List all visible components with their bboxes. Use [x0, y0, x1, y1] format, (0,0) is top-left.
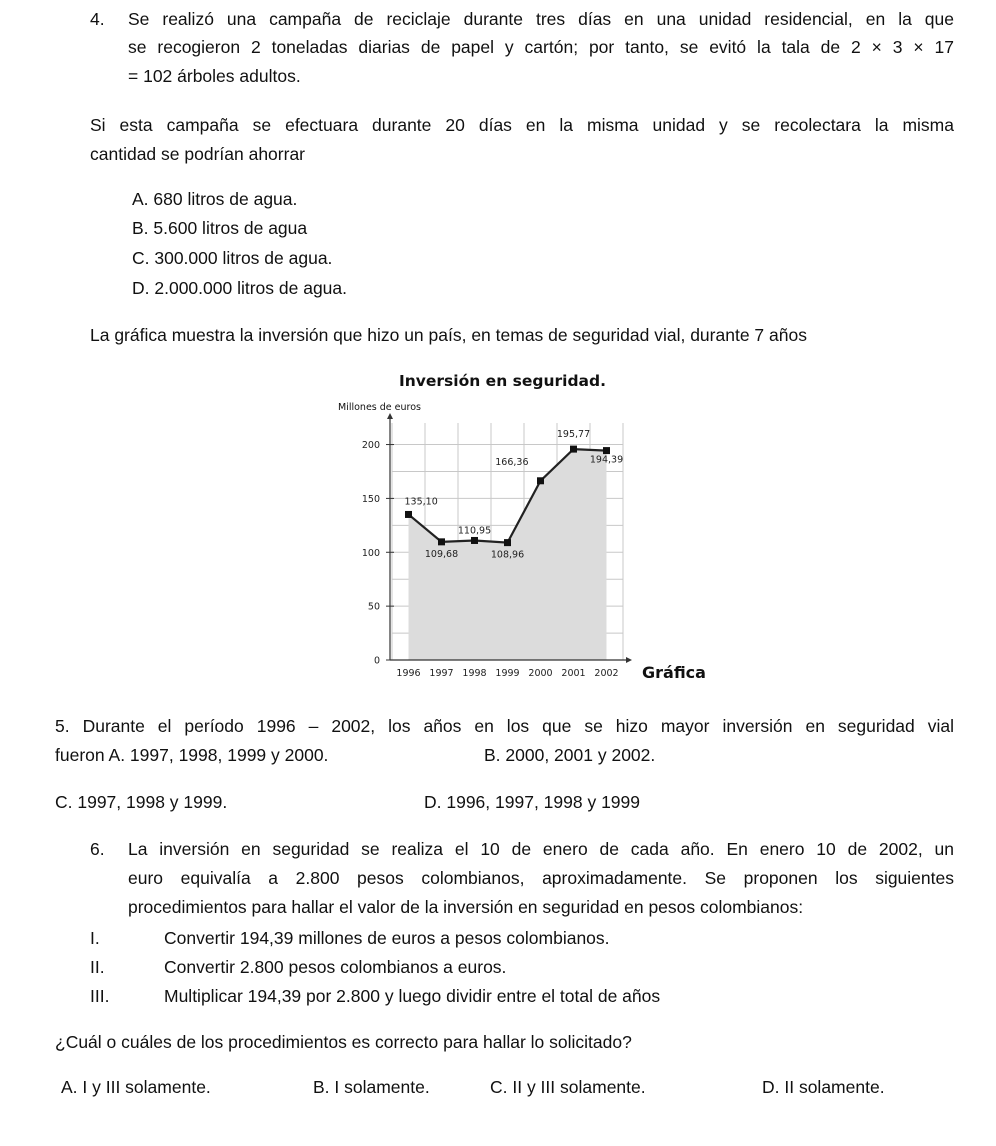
data-point [405, 511, 412, 518]
q4-option-b: B. 5.600 litros de agua [132, 218, 308, 238]
procedure-1-number: I. [90, 928, 100, 948]
chart-caption: Gráfica [642, 663, 706, 682]
y-tick-label: 50 [367, 601, 380, 613]
q5-text-line1: 5. Durante el período 1996 – 2002, los años en los que se hizo mayor inversión en seguridad vial [55, 716, 954, 736]
y-tick-label: 150 [361, 493, 380, 505]
q4-text-line3: = 102 árboles adultos. [128, 66, 301, 86]
procedure-3-text: Multiplicar 194,39 por 2.800 y luego dividir entre el total de años [164, 986, 661, 1006]
x-tick-label: 2000 [528, 668, 553, 679]
y-tick-label: 200 [361, 440, 380, 452]
q6-text-line1: La inversión en seguridad se realiza el 10 de enero de cada año. En enero 10 de 2002, un [128, 839, 954, 859]
x-tick-label: 1996 [396, 668, 421, 679]
q6-text-line3: procedimientos para hallar el valor de la inversión en seguridad en pesos colombianos: [128, 897, 804, 917]
q6-text-line2: euro equivalía a 2.800 pesos colombianos, aproximadamente. Se proponen los siguientes [128, 868, 954, 888]
y-tick-label: 100 [361, 547, 380, 559]
q6-answer-b: B. I solamente. [313, 1077, 430, 1097]
x-tick-label: 1999 [495, 668, 520, 679]
data-point [537, 477, 544, 484]
x-tick-label: 2001 [561, 668, 586, 679]
q5-option-d: D. 1996, 1997, 1998 y 1999 [424, 792, 641, 812]
data-label: 194,39 [589, 454, 624, 466]
q4-option-c: C. 300.000 litros de agua. [132, 248, 333, 268]
q4-text-line1: Se realizó una campaña de reciclaje durante tres días en una unidad residencial, en la que [128, 9, 954, 29]
y-axis-arrow [387, 413, 393, 419]
chart-title: Inversión en seguridad. [399, 372, 606, 390]
data-point [504, 539, 511, 546]
x-tick-label: 1997 [429, 668, 454, 679]
q6-question: ¿Cuál o cuáles de los procedimientos es correcto para hallar lo solicitado? [55, 1032, 632, 1052]
procedure-2-text: Convertir 2.800 pesos colombianos a euros. [164, 957, 507, 977]
q6-number: 6. [90, 839, 105, 859]
data-label: 108,96 [490, 549, 525, 561]
q4-text-line2: se recogieron 2 toneladas diarias de papel y cartón; por tanto, se evitó la tala de 2 × 3 × 17 [128, 37, 954, 57]
data-label: 110,95 [457, 525, 492, 537]
procedure-3-number: III. [90, 986, 110, 1006]
q4-para2-line2: cantidad se podrían ahorrar [90, 144, 305, 164]
q4-number: 4. [90, 9, 105, 29]
data-point [471, 537, 478, 544]
q5-option-a: fueron A. 1997, 1998, 1999 y 2000. [55, 745, 329, 765]
q6-answer-c: C. II y III solamente. [490, 1077, 646, 1097]
data-point [570, 446, 577, 453]
q6-answer-a: A. I y III solamente. [61, 1077, 211, 1097]
q5-option-b: B. 2000, 2001 y 2002. [484, 745, 656, 765]
q4-para2-line1: Si esta campaña se efectuara durante 20 días en la misma unidad y se recolectara la misma [90, 115, 954, 135]
data-label: 135,10 [404, 496, 438, 508]
data-point [438, 538, 445, 545]
y-tick-label: 0 [373, 655, 380, 667]
q4-option-a: A. 680 litros de agua. [132, 189, 298, 209]
q4-option-d: D. 2.000.000 litros de agua. [132, 278, 348, 298]
data-point [603, 447, 610, 454]
q5-option-c: C. 1997, 1998 y 1999. [55, 792, 228, 812]
y-axis-label: Millones de euros [338, 402, 421, 413]
procedure-2-number: II. [90, 957, 105, 977]
chart-intro: La gráfica muestra la inversión que hizo un país, en temas de seguridad vial, durante 7 años [90, 325, 807, 345]
data-label: 195,77 [556, 429, 591, 441]
x-tick-label: 1998 [462, 668, 487, 679]
procedure-1-text: Convertir 194,39 millones de euros a pesos colombianos. [164, 928, 610, 948]
q6-answer-d: D. II solamente. [762, 1077, 885, 1097]
data-label: 166,36 [495, 456, 529, 468]
data-label: 109,68 [424, 548, 459, 560]
x-axis-arrow [626, 657, 632, 663]
x-tick-label: 2002 [594, 668, 619, 679]
